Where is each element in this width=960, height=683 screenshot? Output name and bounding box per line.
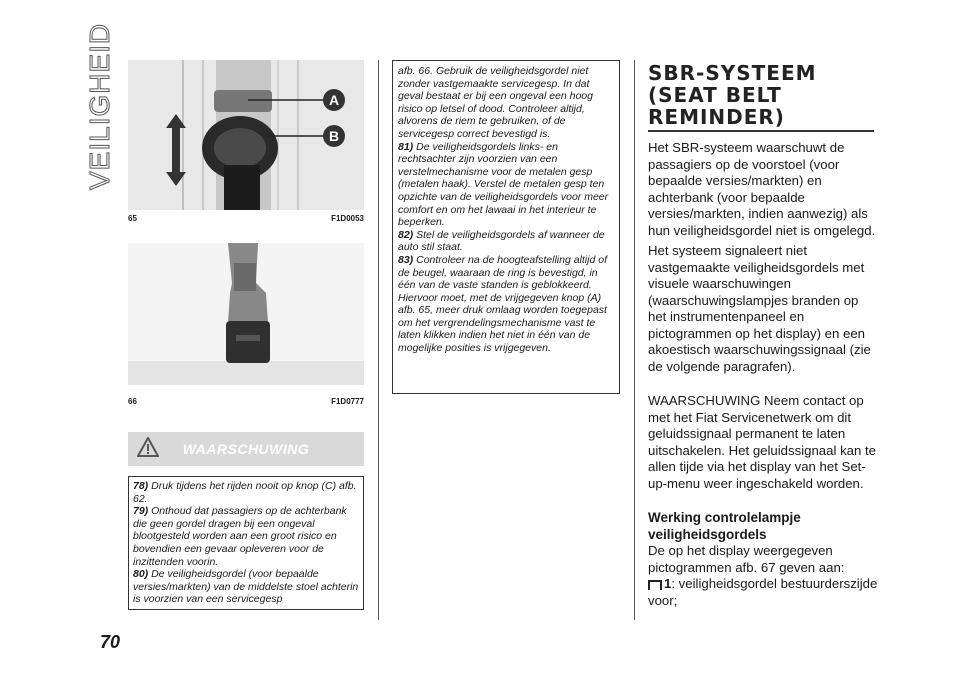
paragraph: Het SBR-systeem waarschuwt de passagiers op de voorstoel (voor bepaalde versies/markten) en achterbank (voor bepaalde versies/markten, indien aanwezig) als hun veiligheidsgordel niet is omgelegd. — [648, 140, 876, 238]
paragraph: De op het display weergegeven pictogrammen afb. 67 geven aan: — [648, 543, 845, 575]
page-number: 70 — [100, 632, 121, 652]
figure-65-seatbelt-adjuster — [128, 60, 364, 210]
warning-triangle-icon — [128, 437, 168, 462]
figure-65-caption — [128, 214, 364, 223]
section-title: SBR-SYSTEEM (SEAT BELT REMINDER) — [648, 61, 817, 129]
section-side-title: VEILIGHEID — [84, 22, 115, 190]
sbr-section — [648, 62, 878, 609]
warning-box — [128, 476, 364, 610]
warning-item: 81) De veiligheidsgordels links- en rechtsachter zijn voorzien van een verstelmechanisme voor de metalen gesp (metalen haak). Verstel de metalen gesp ten opzichte van de veiligheidsgordels voor meer comfort en om het lawaai in het interieur te beperken. — [398, 140, 609, 229]
column-divider — [378, 60, 379, 620]
continuation-text: afb. 66. Gebruik de veiligheidsgordel niet zonder vastgemaakte servicegesp. In dat geval bestaat er bij een ongeval een hoog risico op letsel of dood. Controleer altijd, alvorens de riem te gebruiken, of de servicegesp correct bevestigd is. — [398, 65, 593, 140]
paragraph: Het systeem signaleert niet vastgemaakte veiligheidsgordels met visuele waarschuwingen (waarschuwingslampjes branden op het instrumentenpaneel en pictogrammen op het display) en een akoestisch waarschuwingssignaal (zie de volgende paragrafen). — [648, 243, 871, 374]
title-underline — [648, 130, 874, 132]
figure-66-service-buckle — [128, 243, 364, 385]
figure-label-a: A — [328, 92, 340, 108]
figure-code: F1D0053 — [331, 214, 364, 223]
warning-continuation-box — [392, 60, 620, 394]
warning-item: 82) Stel de veiligheidsgordels af wanneer de auto stil staat. — [398, 228, 605, 254]
figure-66-caption — [128, 397, 364, 406]
list-item: 1: veiligheidsgordel bestuurderszijde voor; — [648, 576, 878, 608]
warning-item: 78) Druk tijdens het rijden nooit op knop (C) afb. 62. — [133, 480, 357, 505]
column-divider — [634, 60, 635, 620]
warning-header — [128, 432, 364, 466]
seatbelt-indicator-icon — [648, 580, 662, 590]
figure-code: F1D0777 — [331, 397, 364, 406]
figure-number: 65 — [128, 214, 137, 223]
subheading: Werking controlelampje veiligheidsgordels — [648, 510, 801, 542]
paragraph: WAARSCHUWING Neem contact op met het Fiat Servicenetwerk om dit geluidssignaal permanent te laten uitschakelen. Het geluidssignaal kan te allen tijde via het display van het Set-up-menu weer ingeschakeld worden. — [648, 393, 876, 491]
warning-title: WAARSCHUWING — [182, 441, 310, 457]
warning-item: 80) De veiligheidsgordel (voor bepaalde versies/markten) van de middelste stoel achterin is voorzien van een servicegesp — [133, 568, 359, 606]
figure-number: 66 — [128, 397, 137, 406]
warning-item: 79) Onthoud dat passagiers op de achterbank die geen gordel dragen bij een ongeval blootgesteld worden aan een groot risico en bovendien een gevaar opleveren voor de inzittenden voorin. — [133, 505, 347, 568]
figure-label-b: B — [328, 128, 340, 144]
warning-item: 83) Controleer na de hoogteafstelling altijd of de beugel, waaraan de ring is bevestigd, in één van de vaste standen is geblokkeerd. Hiervoor moet, met de vrijgegeven knop (A) afb. 65, meer druk omlaag worden toegepast om het vergrendelingsmechanisme vast te laten klikken indien het niet in één van de mogelijke posities is vrijgegeven. — [398, 253, 607, 355]
